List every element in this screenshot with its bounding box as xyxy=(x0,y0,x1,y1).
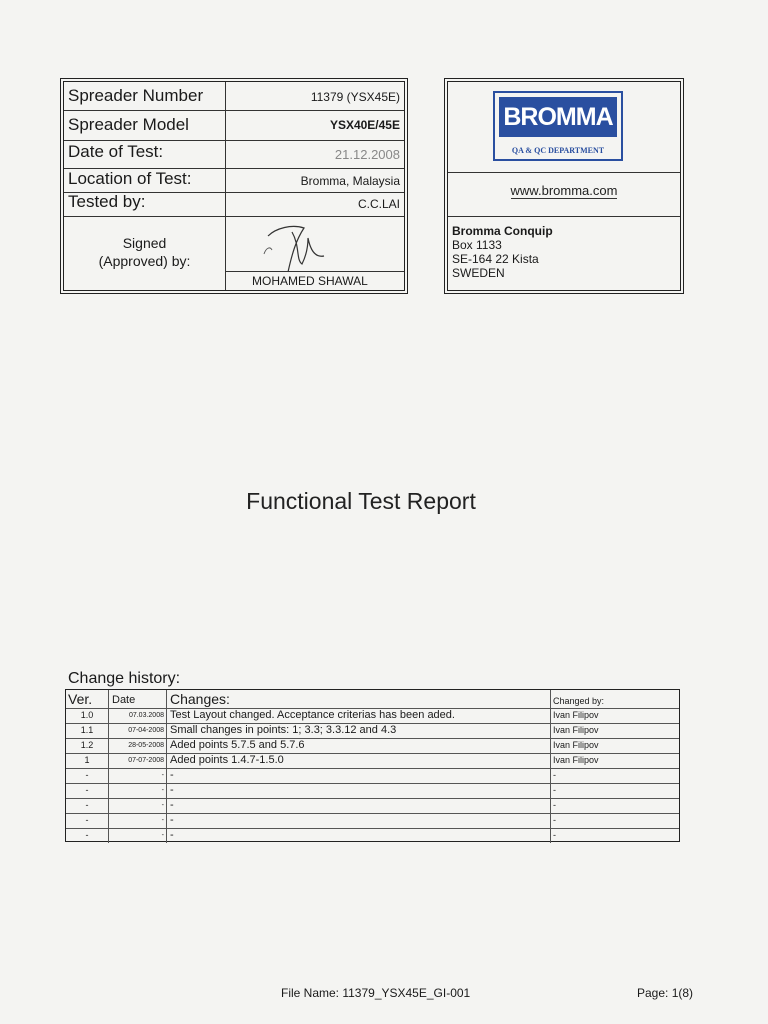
cell-changed-by: Ivan Filipov xyxy=(553,755,599,765)
cell-changed-by: - xyxy=(553,770,556,780)
cell-date: - xyxy=(109,813,167,828)
info-row-signed xyxy=(64,216,404,290)
cell-changed-by: - xyxy=(553,785,556,795)
cell-changes: Aded points 1.4.7-1.5.0 xyxy=(167,753,551,768)
cell-changes: - xyxy=(167,768,551,783)
info-label: Spreader Number xyxy=(64,82,226,110)
table-row xyxy=(66,798,679,814)
footer-file-name: File Name: 11379_YSX45E_GI-001 xyxy=(281,986,471,1000)
cell-changes: - xyxy=(167,813,551,828)
cell-changes: Aded points 5.7.5 and 5.7.6 xyxy=(167,738,551,753)
cell-ver: - xyxy=(66,813,109,828)
cell-ver: - xyxy=(66,798,109,813)
info-label: Date of Test: xyxy=(64,140,226,168)
cell-ver: 1.1 xyxy=(66,723,109,738)
signature-image xyxy=(262,220,332,276)
test-info-table xyxy=(63,81,405,291)
signed-label-line1: Signed xyxy=(122,235,167,251)
change-history-table xyxy=(65,689,680,842)
bromma-logo xyxy=(493,91,623,161)
table-row xyxy=(66,783,679,799)
address-line: Box 1133 xyxy=(452,238,502,252)
table-row xyxy=(66,753,679,769)
cell-changes: Test Layout changed. Acceptance criterias has been aded. xyxy=(167,708,551,723)
cell-changes: - xyxy=(167,783,551,798)
cell-ver: - xyxy=(66,828,109,843)
table-row xyxy=(66,738,679,754)
header-changed-by: Changed by: xyxy=(553,696,605,706)
website-cell xyxy=(448,172,680,217)
info-row-spreader-model xyxy=(64,110,404,141)
cell-changed-by: Ivan Filipov xyxy=(553,725,599,735)
info-value: 11379 (YSX45E) xyxy=(310,90,400,104)
cell-changes: - xyxy=(167,798,551,813)
cell-date: 07-04-2008 xyxy=(109,723,167,738)
info-row-tested-by xyxy=(64,192,404,217)
document-title: Functional Test Report xyxy=(246,488,476,514)
cell-changed-by: - xyxy=(553,800,556,810)
info-row-location-of-test xyxy=(64,168,404,193)
cell-date: - xyxy=(109,768,167,783)
signed-label xyxy=(64,216,226,290)
signer-name: MOHAMED SHAWAL xyxy=(226,271,404,290)
address-line: Bromma Conquip xyxy=(452,224,553,238)
cell-ver: - xyxy=(66,768,109,783)
info-value: YSX40E/45E xyxy=(329,118,400,132)
info-label: Tested by: xyxy=(64,192,226,216)
logo-subtitle: QA & QC DEPARTMENT xyxy=(511,146,605,155)
website-link[interactable]: www.bromma.com xyxy=(510,183,618,198)
header-date: Date xyxy=(109,690,167,708)
cell-ver: - xyxy=(66,783,109,798)
cell-date: 28-05-2008 xyxy=(109,738,167,753)
signed-label-line2: (Approved) by: xyxy=(98,253,191,269)
change-history-heading: Change history: xyxy=(68,670,181,687)
cell-changed-by: - xyxy=(553,830,556,840)
cell-ver: 1 xyxy=(66,753,109,768)
cell-date: - xyxy=(109,798,167,813)
footer-page-number: Page: 1(8) xyxy=(637,986,694,1000)
cell-ver: 1.2 xyxy=(66,738,109,753)
cell-date: 07.03.2008 xyxy=(109,708,167,723)
cell-date: 07-07-2008 xyxy=(109,753,167,768)
company-box xyxy=(447,81,681,291)
table-row xyxy=(66,828,679,843)
table-row xyxy=(66,813,679,829)
logo-wordmark: BROMMA xyxy=(499,97,617,137)
cell-ver: 1.0 xyxy=(66,708,109,723)
info-value: Bromma, Malaysia xyxy=(300,174,400,188)
table-row xyxy=(66,723,679,739)
info-label: Location of Test: xyxy=(64,168,226,192)
signature-area xyxy=(226,216,404,290)
info-value: C.C.LAI xyxy=(357,197,400,211)
cell-changes: Small changes in points: 1; 3.3; 3.3.12 and 4.3 xyxy=(167,723,551,738)
cell-changed-by: Ivan Filipov xyxy=(553,740,599,750)
cell-changed-by: Ivan Filipov xyxy=(553,710,599,720)
info-label: Spreader Model xyxy=(64,110,226,140)
header-ver: Ver. xyxy=(66,690,109,708)
header-changes: Changes: xyxy=(167,690,551,708)
cell-changed-by: - xyxy=(553,815,556,825)
table-row xyxy=(66,708,679,724)
logo-cell xyxy=(448,82,680,173)
cell-date: - xyxy=(109,783,167,798)
cell-changes: - xyxy=(167,828,551,843)
cell-date: - xyxy=(109,828,167,843)
info-row-date-of-test xyxy=(64,140,404,169)
info-value: 21.12.2008 xyxy=(334,147,400,162)
address-line: SE-164 22 Kista xyxy=(452,252,539,266)
info-row-spreader-number xyxy=(64,82,404,111)
table-row xyxy=(66,768,679,784)
address-line: SWEDEN xyxy=(452,266,505,280)
company-address xyxy=(452,224,553,280)
table-header-row xyxy=(66,690,679,709)
